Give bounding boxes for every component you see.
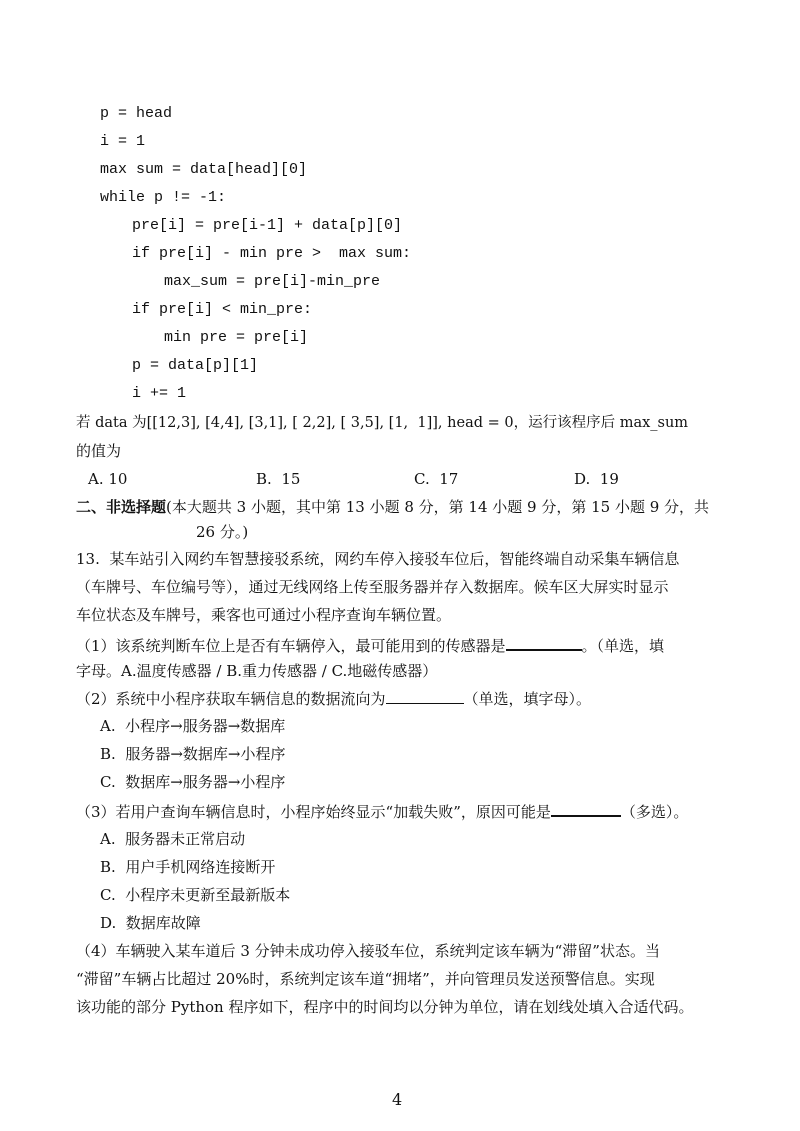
q13-part2-option: B. 服务器→数据库→小程序 — [100, 745, 286, 763]
q13-part1-suffix: 。（单选，填 — [581, 637, 665, 655]
section2-heading-line — [76, 497, 709, 517]
q12-option-c: C. 17 — [414, 470, 459, 488]
q13-part2-text: （2）系统中小程序获取车辆信息的数据流向为 — [76, 690, 386, 708]
q12-option-a: A. 10 — [88, 470, 128, 488]
q13-part3-option: C. 小程序未更新至最新版本 — [100, 886, 291, 904]
answer-blank[interactable] — [386, 689, 464, 704]
q13-part2-option: C. 数据库→服务器→小程序 — [100, 773, 286, 791]
q13-part4-line: 该功能的部分 Python 程序如下，程序中的时间均以分钟为单位，请在划线处填入合适代码。 — [76, 998, 694, 1016]
code-line: i += 1 — [132, 385, 187, 402]
q13-part3-option: B. 用户手机网络连接断开 — [100, 858, 276, 876]
section2-heading: 二、非选择题 — [76, 498, 167, 516]
section2-note: (本大题共 3 小题，其中第 13 小题 8 分，第 14 小题 9 分，第 15 小题 9 分，共 — [166, 498, 710, 516]
code-line: max sum = data[head][0] — [100, 161, 308, 178]
q13-part4-line: “滞留”车辆占比超过 20%时，系统判定该车道“拥堵”，并向管理员发送预警信息。实现 — [76, 970, 655, 988]
q12-stem-line2: 的值为 — [76, 442, 122, 460]
code-line: p = data[p][1] — [132, 357, 259, 374]
q13-part4-line: （4）车辆驶入某车道后 3 分钟未成功停入接驳车位，系统判定该车辆为“滞留”状态。当 — [76, 942, 660, 960]
q13-part1-line — [76, 635, 664, 656]
q13-intro-line: （车牌号、车位编号等），通过无线网络上传至服务器并存入数据库。候车区大屏实时显示 — [76, 578, 669, 596]
q13-part3-suffix: （多选）。 — [620, 803, 689, 821]
code-line: max_sum = pre[i]-min_pre — [164, 273, 381, 290]
q13-part2-line — [76, 689, 591, 709]
code-line: while p != -1: — [100, 189, 227, 206]
code-line: if pre[i] - min pre > max sum: — [132, 245, 412, 262]
code-line: pre[i] = pre[i-1] + data[p][0] — [132, 217, 403, 234]
q13-part3-line — [76, 801, 688, 822]
answer-blank[interactable] — [551, 801, 621, 817]
section2-note-line2: 26 分。) — [196, 523, 249, 541]
q13-part2-option: A. 小程序→服务器→数据库 — [100, 717, 286, 735]
q12-option-b: B. 15 — [256, 470, 301, 488]
q12-stem-line1: 若 data 为[[12,3], [4,4], [3,1], [ 2,2], [ 3,5], [1, 1]], head = 0，运行该程序后 max_sum — [76, 415, 689, 431]
q13-part3-option: A. 服务器未正常启动 — [100, 830, 246, 848]
q13-part1-line2: 字母。A.温度传感器 / B.重力传感器 / C.地磁传感器） — [76, 662, 438, 680]
q13-part3-text: （3）若用户查询车辆信息时，小程序始终显示“加载失败”，原因可能是 — [76, 803, 551, 821]
q13-part2-suffix: （单选，填字母）。 — [463, 690, 592, 708]
code-line: min pre = pre[i] — [164, 329, 309, 346]
q13-part3-option: D. 数据库故障 — [100, 914, 201, 932]
code-line: p = head — [100, 105, 173, 122]
q13-intro-line: 13. 某车站引入网约车智慧接驳系统，网约车停入接驳车位后，智能终端自动采集车辆信息 — [76, 550, 680, 568]
q13-part1-text: （1）该系统判断车位上是否有车辆停入，最可能用到的传感器是 — [76, 637, 506, 655]
q12-option-d: D. 19 — [574, 470, 619, 488]
page-number: 4 — [392, 1090, 403, 1109]
answer-blank[interactable] — [506, 635, 582, 651]
q13-intro-line: 车位状态及车牌号，乘客也可通过小程序查询车辆位置。 — [76, 606, 452, 624]
code-line: if pre[i] < min_pre: — [132, 301, 313, 318]
code-line: i = 1 — [100, 133, 146, 150]
